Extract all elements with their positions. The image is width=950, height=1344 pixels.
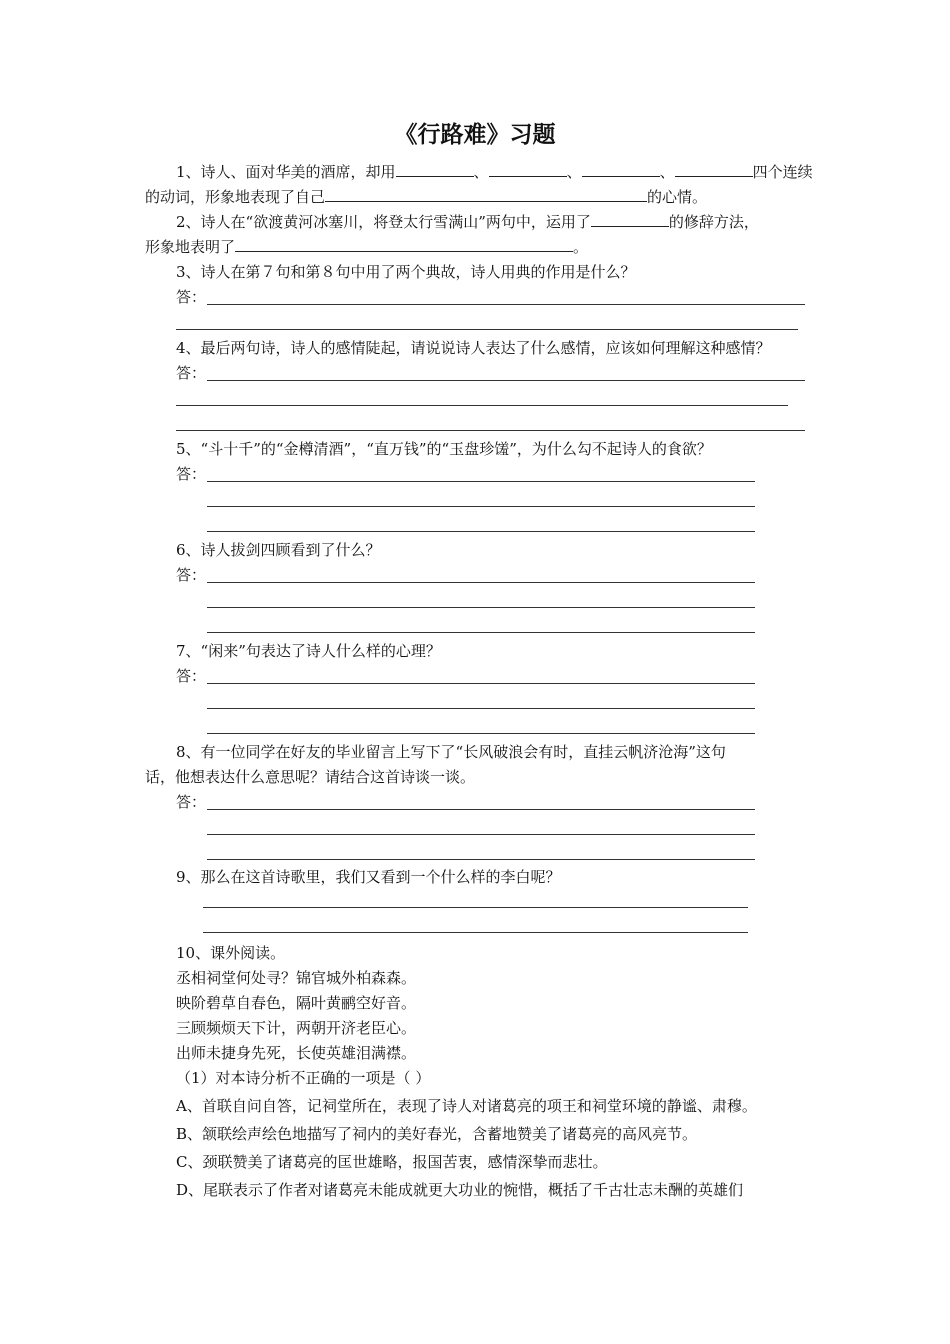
question-8-cont: 话，他想表达什么意思呢？请结合这首诗谈一谈。 <box>145 768 476 786</box>
question-5: 5、“斗十千”的“金樽清酒”，“直万钱”的“玉盘珍馐”，为什么勾不起诗人的食欲？ <box>176 440 712 458</box>
answer-line[interactable] <box>207 304 805 305</box>
answer-line[interactable] <box>207 733 755 734</box>
question-4: 4、最后两句诗，诗人的感情陡起，请说说诗人表达了什么感情，应该如何理解这种感情？ <box>176 339 771 357</box>
answer-line[interactable] <box>207 531 755 532</box>
answer-line[interactable] <box>176 329 798 330</box>
answer-line[interactable] <box>207 809 755 810</box>
question-7: 7、“闲来”句表达了诗人什么样的心理？ <box>176 642 441 660</box>
poem-line: 丞相祠堂何处寻？锦官城外柏森森。 <box>176 969 417 987</box>
answer-line[interactable] <box>176 405 788 406</box>
answer-label: 答： <box>176 667 207 685</box>
answer-label: 答： <box>176 793 207 811</box>
blank-field[interactable] <box>489 162 567 177</box>
page-title: 《行路难》习题 <box>394 122 556 148</box>
poem-line: 三顾频烦天下计，两朝开济老臣心。 <box>176 1019 417 1037</box>
answer-label: 答： <box>176 288 207 306</box>
blank-field[interactable] <box>675 162 753 177</box>
poem-line: 映阶碧草自春色，隔叶黄鹂空好音。 <box>176 994 417 1012</box>
answer-line[interactable] <box>207 632 755 633</box>
answer-line[interactable] <box>203 907 748 908</box>
blank-field[interactable] <box>235 237 573 252</box>
answer-line[interactable] <box>207 708 755 709</box>
question-1: 1、诗人、面对华美的酒席，却用 、 、 、 四个连续 <box>176 163 813 181</box>
question-6: 6、诗人拔剑四顾看到了什么？ <box>176 541 381 559</box>
question-1-cont: 的动词，形象地表现了自己 的心情。 <box>145 188 708 206</box>
blank-field[interactable] <box>325 187 647 202</box>
blank-field[interactable] <box>591 212 669 227</box>
question-10: 10、课外阅读。 <box>176 944 286 962</box>
answer-line[interactable] <box>207 481 755 482</box>
question-2: 2、诗人在“欲渡黄河冰塞川，将登太行雪满山”两句中，运用了 的修辞方法， <box>176 213 759 231</box>
answer-line[interactable] <box>207 607 755 608</box>
answer-line[interactable] <box>207 834 755 835</box>
poem-line: 出师未捷身先死，长使英雄泪满襟。 <box>176 1044 417 1062</box>
option-b[interactable]: B、颔联绘声绘色地描写了祠内的美好春光，含蓄地赞美了诸葛亮的高风亮节。 <box>176 1125 698 1143</box>
question-3: 3、诗人在第７句和第８句中用了两个典故，诗人用典的作用是什么？ <box>176 263 636 281</box>
option-c[interactable]: C、颈联赞美了诸葛亮的匡世雄略，报国苦衷，感情深挚而悲壮。 <box>176 1153 608 1171</box>
blank-field[interactable] <box>582 162 660 177</box>
answer-line[interactable] <box>207 506 755 507</box>
answer-line[interactable] <box>207 683 755 684</box>
answer-line[interactable] <box>203 932 748 933</box>
answer-line[interactable] <box>176 430 805 431</box>
answer-line[interactable] <box>207 582 755 583</box>
blank-field[interactable] <box>396 162 474 177</box>
answer-label: 答： <box>176 465 207 483</box>
answer-line[interactable] <box>207 380 805 381</box>
answer-line[interactable] <box>207 859 755 860</box>
answer-label: 答： <box>176 566 207 584</box>
answer-label: 答： <box>176 364 207 382</box>
option-d[interactable]: D、尾联表示了作者对诸葛亮未能成就更大功业的惋惜，概括了千古壮志未酬的英雄们 <box>176 1181 744 1199</box>
option-a[interactable]: A、首联自问自答，记祠堂所在，表现了诗人对诸葛亮的项王和祠堂环境的静谧、肃穆。 <box>176 1097 757 1115</box>
question-8: 8、有一位同学在好友的毕业留言上写下了“长风破浪会有时，直挂云帆济沧海”这句 <box>176 743 726 761</box>
sub-question-1: （1）对本诗分析不正确的一项是（ ） <box>176 1069 431 1087</box>
question-9: 9、那么在这首诗歌里，我们又看到一个什么样的李白呢？ <box>176 868 561 886</box>
question-2-cont: 形象地表明了 。 <box>145 238 589 256</box>
